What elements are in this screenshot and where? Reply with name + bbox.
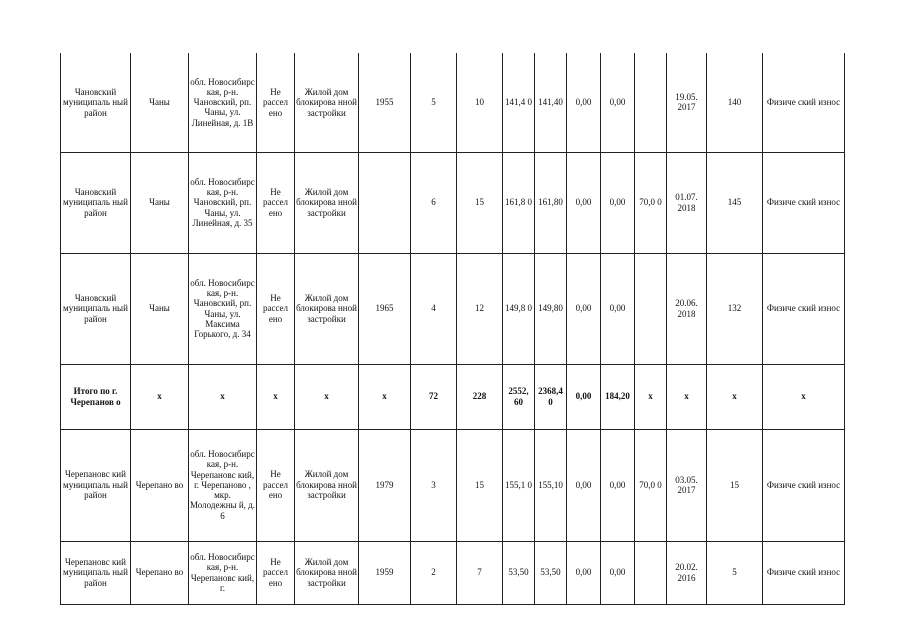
settlement-cell: Черепано во xyxy=(131,541,189,604)
year-cell: 1965 xyxy=(359,253,411,364)
year-cell xyxy=(359,152,411,253)
col10-cell: 149,80 xyxy=(535,253,567,364)
col8-cell: 12 xyxy=(457,253,503,364)
status-cell: Не рассел ено xyxy=(257,152,295,253)
house-type-cell: Жилой дом блокирова нной застройки xyxy=(295,152,359,253)
col13-cell: 70,0 0 xyxy=(635,152,667,253)
address-cell: обл. Новосибирс кая, р-н. Чановский, рп. Чаны, ул. Максима Горького, д. 34 xyxy=(189,253,257,364)
address-cell: обл. Новосибирс кая, р-н. Чановский, рп. Чаны, ул. Линейная, д. 1В xyxy=(189,53,257,152)
house-type-cell: Жилой дом блокирова нной застройки xyxy=(295,253,359,364)
col10-cell: 161,80 xyxy=(535,152,567,253)
col7-cell: 3 xyxy=(411,429,457,541)
col8-cell: 10 xyxy=(457,53,503,152)
col11-cell: 0,00 xyxy=(567,541,601,604)
col15-cell: x xyxy=(707,364,763,429)
col12-cell: 0,00 xyxy=(601,541,635,604)
col12-cell: 0,00 xyxy=(601,53,635,152)
address-cell: обл. Новосибирс кая, р-н. Чановский, рп. Чаны, ул. Линейная, д. 35 xyxy=(189,152,257,253)
year-cell: 1979 xyxy=(359,429,411,541)
col11-cell: 0,00 xyxy=(567,152,601,253)
house-type-cell: Жилой дом блокирова нной застройки xyxy=(295,53,359,152)
settlement-cell: Чаны xyxy=(131,152,189,253)
house-type-cell: x xyxy=(295,364,359,429)
table-row xyxy=(61,152,845,253)
table-row xyxy=(61,541,845,604)
col9-cell: 149,8 0 xyxy=(503,253,535,364)
reason-cell: x xyxy=(763,364,845,429)
reason-cell: Физиче ский износ xyxy=(763,541,845,604)
date-cell: 20.06. 2018 xyxy=(667,253,707,364)
reason-cell: Физиче ский износ xyxy=(763,429,845,541)
settlement-cell: Чаны xyxy=(131,253,189,364)
address-cell: обл. Новосибирс кая, р-н. Черепановс кий, г. xyxy=(189,541,257,604)
address-cell: x xyxy=(189,364,257,429)
district-cell: Итого по г. Черепанов о xyxy=(61,364,131,429)
col11-cell: 0,00 xyxy=(567,53,601,152)
housing-table xyxy=(60,53,845,605)
year-cell: x xyxy=(359,364,411,429)
col13-cell: x xyxy=(635,364,667,429)
date-cell: 01.07. 2018 xyxy=(667,152,707,253)
col11-cell: 0,00 xyxy=(567,364,601,429)
col10-cell: 53,50 xyxy=(535,541,567,604)
col15-cell: 145 xyxy=(707,152,763,253)
col7-cell: 5 xyxy=(411,53,457,152)
address-cell: обл. Новосибирс кая, р-н. Черепановс кий, г. Черепаново , мкр. Молодежны й, д. 6 xyxy=(189,429,257,541)
col12-cell: 0,00 xyxy=(601,152,635,253)
col7-cell: 4 xyxy=(411,253,457,364)
status-cell: Не рассел ено xyxy=(257,53,295,152)
table-row xyxy=(61,253,845,364)
date-cell: 20.02. 2016 xyxy=(667,541,707,604)
col9-cell: 155,1 0 xyxy=(503,429,535,541)
status-cell: Не рассел ено xyxy=(257,253,295,364)
status-cell: Не рассел ено xyxy=(257,429,295,541)
status-cell: Не рассел ено xyxy=(257,541,295,604)
col9-cell: 141,4 0 xyxy=(503,53,535,152)
year-cell: 1955 xyxy=(359,53,411,152)
col12-cell: 0,00 xyxy=(601,253,635,364)
col9-cell: 2552, 60 xyxy=(503,364,535,429)
col13-cell xyxy=(635,541,667,604)
year-cell: 1959 xyxy=(359,541,411,604)
table-row xyxy=(61,53,845,152)
house-type-cell: Жилой дом блокирова нной застройки xyxy=(295,541,359,604)
reason-cell: Физиче ский износ xyxy=(763,152,845,253)
col15-cell: 15 xyxy=(707,429,763,541)
col7-cell: 6 xyxy=(411,152,457,253)
date-cell: x xyxy=(667,364,707,429)
district-cell: Черепановс кий муниципаль ный район xyxy=(61,429,131,541)
date-cell: 19.05. 2017 xyxy=(667,53,707,152)
col9-cell: 53,50 xyxy=(503,541,535,604)
col13-cell xyxy=(635,253,667,364)
col10-cell: 141,40 xyxy=(535,53,567,152)
col8-cell: 15 xyxy=(457,429,503,541)
house-type-cell: Жилой дом блокирова нной застройки xyxy=(295,429,359,541)
settlement-cell: Черепано во xyxy=(131,429,189,541)
col8-cell: 7 xyxy=(457,541,503,604)
district-cell: Чановский муниципаль ный район xyxy=(61,53,131,152)
total-row xyxy=(61,364,845,429)
col11-cell: 0,00 xyxy=(567,253,601,364)
table-row xyxy=(61,429,845,541)
col8-cell: 15 xyxy=(457,152,503,253)
col15-cell: 5 xyxy=(707,541,763,604)
col8-cell: 228 xyxy=(457,364,503,429)
col7-cell: 72 xyxy=(411,364,457,429)
settlement-cell: Чаны xyxy=(131,53,189,152)
col11-cell: 0,00 xyxy=(567,429,601,541)
district-cell: Чановский муниципаль ный район xyxy=(61,253,131,364)
col7-cell: 2 xyxy=(411,541,457,604)
col13-cell xyxy=(635,53,667,152)
district-cell: Черепановс кий муниципаль ный район xyxy=(61,541,131,604)
status-cell: x xyxy=(257,364,295,429)
col13-cell: 70,0 0 xyxy=(635,429,667,541)
settlement-cell: x xyxy=(131,364,189,429)
date-cell: 03.05. 2017 xyxy=(667,429,707,541)
col15-cell: 132 xyxy=(707,253,763,364)
district-cell: Чановский муниципаль ный район xyxy=(61,152,131,253)
reason-cell: Физиче ский износ xyxy=(763,253,845,364)
col9-cell: 161,8 0 xyxy=(503,152,535,253)
col10-cell: 155,10 xyxy=(535,429,567,541)
reason-cell: Физиче ский износ xyxy=(763,53,845,152)
col12-cell: 184,20 xyxy=(601,364,635,429)
col10-cell: 2368,4 0 xyxy=(535,364,567,429)
col15-cell: 140 xyxy=(707,53,763,152)
col12-cell: 0,00 xyxy=(601,429,635,541)
